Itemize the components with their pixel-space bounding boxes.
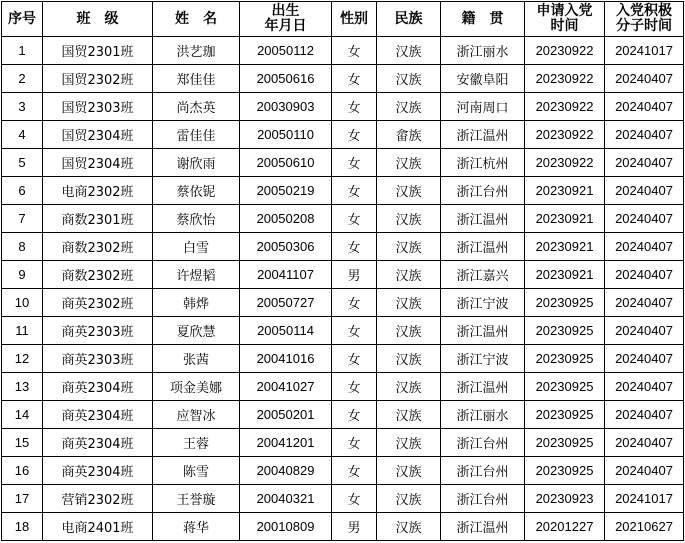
cell-activist-date: 20240407 — [605, 373, 684, 401]
table-row — [2, 149, 684, 177]
cell-ethnicity: 汉族 — [377, 37, 441, 65]
cell-application-date: 20230923 — [525, 485, 605, 513]
table-row — [2, 121, 684, 149]
cell-index: 16 — [2, 457, 43, 485]
cell-name: 夏欣慧 — [153, 317, 240, 345]
cell-birthdate: 20040829 — [240, 457, 332, 485]
cell-native-place: 浙江丽水 — [441, 401, 525, 429]
cell-class: 商英2304班 — [43, 373, 153, 401]
table-row — [2, 65, 684, 93]
cell-birthdate: 20010809 — [240, 513, 332, 541]
table-row — [2, 401, 684, 429]
cell-ethnicity: 汉族 — [377, 429, 441, 457]
cell-name: 应智冰 — [153, 401, 240, 429]
table-row — [2, 457, 684, 485]
header-birthdate: 出生 年月日 — [240, 2, 332, 37]
cell-class: 商英2304班 — [43, 401, 153, 429]
table-row — [2, 317, 684, 345]
cell-application-date: 20230925 — [525, 317, 605, 345]
cell-application-date: 20230922 — [525, 65, 605, 93]
cell-ethnicity: 汉族 — [377, 149, 441, 177]
cell-application-date: 20230921 — [525, 233, 605, 261]
cell-application-date: 20230925 — [525, 401, 605, 429]
cell-gender: 女 — [332, 233, 377, 261]
cell-gender: 女 — [332, 317, 377, 345]
cell-name: 尚杰英 — [153, 93, 240, 121]
cell-application-date: 20201227 — [525, 513, 605, 541]
cell-class: 电商2401班 — [43, 513, 153, 541]
cell-name: 王蓉 — [153, 429, 240, 457]
cell-class: 商英2304班 — [43, 457, 153, 485]
cell-class: 国贸2304班 — [43, 121, 153, 149]
cell-application-date: 20230925 — [525, 457, 605, 485]
cell-native-place: 安徽阜阳 — [441, 65, 525, 93]
header-row — [2, 2, 684, 37]
cell-name: 谢欣雨 — [153, 149, 240, 177]
cell-birthdate: 20030903 — [240, 93, 332, 121]
cell-activist-date: 20240407 — [605, 121, 684, 149]
cell-gender: 男 — [332, 513, 377, 541]
cell-name: 韩烨 — [153, 289, 240, 317]
cell-ethnicity: 汉族 — [377, 261, 441, 289]
cell-activist-date: 20240407 — [605, 429, 684, 457]
table-row — [2, 261, 684, 289]
cell-class: 国贸2303班 — [43, 93, 153, 121]
cell-ethnicity: 汉族 — [377, 513, 441, 541]
cell-index: 10 — [2, 289, 43, 317]
cell-ethnicity: 汉族 — [377, 401, 441, 429]
cell-gender: 女 — [332, 373, 377, 401]
table-row — [2, 485, 684, 513]
cell-gender: 女 — [332, 429, 377, 457]
cell-index: 6 — [2, 177, 43, 205]
cell-ethnicity: 汉族 — [377, 233, 441, 261]
cell-application-date: 20230922 — [525, 37, 605, 65]
cell-gender: 女 — [332, 93, 377, 121]
cell-ethnicity: 畲族 — [377, 121, 441, 149]
cell-index: 1 — [2, 37, 43, 65]
cell-birthdate: 20050208 — [240, 205, 332, 233]
cell-native-place: 浙江温州 — [441, 233, 525, 261]
table-row — [2, 429, 684, 457]
cell-application-date: 20230921 — [525, 261, 605, 289]
cell-native-place: 浙江温州 — [441, 121, 525, 149]
cell-activist-date: 20240407 — [605, 65, 684, 93]
cell-class: 商英2303班 — [43, 317, 153, 345]
cell-index: 14 — [2, 401, 43, 429]
cell-activist-date: 20240407 — [605, 457, 684, 485]
cell-application-date: 20230922 — [525, 149, 605, 177]
cell-activist-date: 20241017 — [605, 485, 684, 513]
cell-name: 许煜韬 — [153, 261, 240, 289]
cell-index: 15 — [2, 429, 43, 457]
cell-ethnicity: 汉族 — [377, 177, 441, 205]
table-row — [2, 233, 684, 261]
cell-name: 蒋华 — [153, 513, 240, 541]
cell-name: 陈雪 — [153, 457, 240, 485]
table-row — [2, 177, 684, 205]
table-row — [2, 205, 684, 233]
cell-gender: 女 — [332, 65, 377, 93]
cell-ethnicity: 汉族 — [377, 457, 441, 485]
cell-class: 商数2302班 — [43, 233, 153, 261]
cell-activist-date: 20240407 — [605, 177, 684, 205]
cell-gender: 女 — [332, 345, 377, 373]
cell-birthdate: 20041201 — [240, 429, 332, 457]
cell-index: 5 — [2, 149, 43, 177]
cell-gender: 女 — [332, 401, 377, 429]
cell-native-place: 浙江温州 — [441, 513, 525, 541]
cell-ethnicity: 汉族 — [377, 317, 441, 345]
cell-class: 国贸2301班 — [43, 37, 153, 65]
cell-native-place: 河南周口 — [441, 93, 525, 121]
cell-application-date: 20230925 — [525, 373, 605, 401]
table-row — [2, 289, 684, 317]
cell-class: 电商2302班 — [43, 177, 153, 205]
cell-birthdate: 20041016 — [240, 345, 332, 373]
cell-activist-date: 20240407 — [605, 93, 684, 121]
cell-birthdate: 20040321 — [240, 485, 332, 513]
cell-index: 13 — [2, 373, 43, 401]
cell-application-date: 20230925 — [525, 345, 605, 373]
cell-index: 2 — [2, 65, 43, 93]
cell-ethnicity: 汉族 — [377, 373, 441, 401]
cell-name: 王誉璇 — [153, 485, 240, 513]
cell-birthdate: 20050201 — [240, 401, 332, 429]
candidate-table — [1, 1, 684, 541]
cell-birthdate: 20041027 — [240, 373, 332, 401]
cell-activist-date: 20240407 — [605, 345, 684, 373]
cell-ethnicity: 汉族 — [377, 205, 441, 233]
header-native-place: 籍 贯 — [441, 2, 525, 37]
cell-activist-date: 20241017 — [605, 37, 684, 65]
cell-native-place: 浙江台州 — [441, 429, 525, 457]
cell-activist-date: 20240407 — [605, 149, 684, 177]
cell-birthdate: 20050610 — [240, 149, 332, 177]
cell-gender: 女 — [332, 37, 377, 65]
cell-name: 蔡依铌 — [153, 177, 240, 205]
cell-application-date: 20230922 — [525, 121, 605, 149]
cell-ethnicity: 汉族 — [377, 65, 441, 93]
cell-gender: 女 — [332, 485, 377, 513]
cell-index: 7 — [2, 205, 43, 233]
cell-index: 12 — [2, 345, 43, 373]
header-class: 班 级 — [43, 2, 153, 37]
cell-native-place: 浙江丽水 — [441, 37, 525, 65]
cell-name: 白雪 — [153, 233, 240, 261]
cell-birthdate: 20050112 — [240, 37, 332, 65]
cell-ethnicity: 汉族 — [377, 289, 441, 317]
cell-class: 商英2304班 — [43, 429, 153, 457]
cell-ethnicity: 汉族 — [377, 485, 441, 513]
cell-birthdate: 20050306 — [240, 233, 332, 261]
cell-native-place: 浙江温州 — [441, 373, 525, 401]
cell-name: 郑佳佳 — [153, 65, 240, 93]
cell-birthdate: 20050727 — [240, 289, 332, 317]
cell-class: 国贸2304班 — [43, 149, 153, 177]
cell-native-place: 浙江杭州 — [441, 149, 525, 177]
cell-application-date: 20230922 — [525, 93, 605, 121]
cell-activist-date: 20240407 — [605, 205, 684, 233]
cell-application-date: 20230925 — [525, 429, 605, 457]
cell-name: 洪艺珈 — [153, 37, 240, 65]
header-application-date: 申请入党 时间 — [525, 2, 605, 37]
cell-native-place: 浙江台州 — [441, 457, 525, 485]
cell-gender: 女 — [332, 177, 377, 205]
header-activist-date: 入党积极 分子时间 — [605, 2, 684, 37]
cell-class: 国贸2302班 — [43, 65, 153, 93]
header-index: 序号 — [2, 2, 43, 37]
cell-class: 商数2302班 — [43, 261, 153, 289]
cell-application-date: 20230921 — [525, 205, 605, 233]
cell-activist-date: 20240407 — [605, 289, 684, 317]
cell-name: 项金美娜 — [153, 373, 240, 401]
cell-index: 3 — [2, 93, 43, 121]
cell-application-date: 20230921 — [525, 177, 605, 205]
table-row — [2, 513, 684, 541]
cell-gender: 男 — [332, 261, 377, 289]
cell-gender: 女 — [332, 121, 377, 149]
cell-native-place: 浙江宁波 — [441, 345, 525, 373]
cell-gender: 女 — [332, 149, 377, 177]
cell-gender: 女 — [332, 457, 377, 485]
cell-native-place: 浙江嘉兴 — [441, 261, 525, 289]
cell-native-place: 浙江台州 — [441, 177, 525, 205]
cell-class: 商英2302班 — [43, 289, 153, 317]
table-row — [2, 345, 684, 373]
header-name: 姓 名 — [153, 2, 240, 37]
cell-index: 18 — [2, 513, 43, 541]
cell-birthdate: 20041107 — [240, 261, 332, 289]
cell-gender: 女 — [332, 289, 377, 317]
cell-index: 4 — [2, 121, 43, 149]
cell-native-place: 浙江温州 — [441, 317, 525, 345]
cell-index: 8 — [2, 233, 43, 261]
header-ethnicity: 民族 — [377, 2, 441, 37]
cell-birthdate: 20050219 — [240, 177, 332, 205]
table-row — [2, 373, 684, 401]
cell-application-date: 20230925 — [525, 289, 605, 317]
cell-ethnicity: 汉族 — [377, 93, 441, 121]
cell-ethnicity: 汉族 — [377, 345, 441, 373]
cell-gender: 女 — [332, 205, 377, 233]
cell-birthdate: 20050110 — [240, 121, 332, 149]
cell-name: 蔡欣怡 — [153, 205, 240, 233]
cell-activist-date: 20240407 — [605, 317, 684, 345]
cell-native-place: 浙江宁波 — [441, 289, 525, 317]
table-row — [2, 93, 684, 121]
cell-index: 9 — [2, 261, 43, 289]
cell-birthdate: 20050616 — [240, 65, 332, 93]
cell-class: 营销2302班 — [43, 485, 153, 513]
cell-activist-date: 20240407 — [605, 261, 684, 289]
cell-index: 17 — [2, 485, 43, 513]
table-body — [2, 37, 684, 541]
header-gender: 性别 — [332, 2, 377, 37]
cell-birthdate: 20050114 — [240, 317, 332, 345]
cell-name: 张茜 — [153, 345, 240, 373]
cell-index: 11 — [2, 317, 43, 345]
cell-activist-date: 20210627 — [605, 513, 684, 541]
cell-native-place: 浙江台州 — [441, 485, 525, 513]
cell-class: 商数2301班 — [43, 205, 153, 233]
cell-class: 商英2303班 — [43, 345, 153, 373]
cell-activist-date: 20240407 — [605, 233, 684, 261]
table-row — [2, 37, 684, 65]
cell-native-place: 浙江温州 — [441, 205, 525, 233]
cell-activist-date: 20240407 — [605, 401, 684, 429]
cell-name: 雷佳佳 — [153, 121, 240, 149]
